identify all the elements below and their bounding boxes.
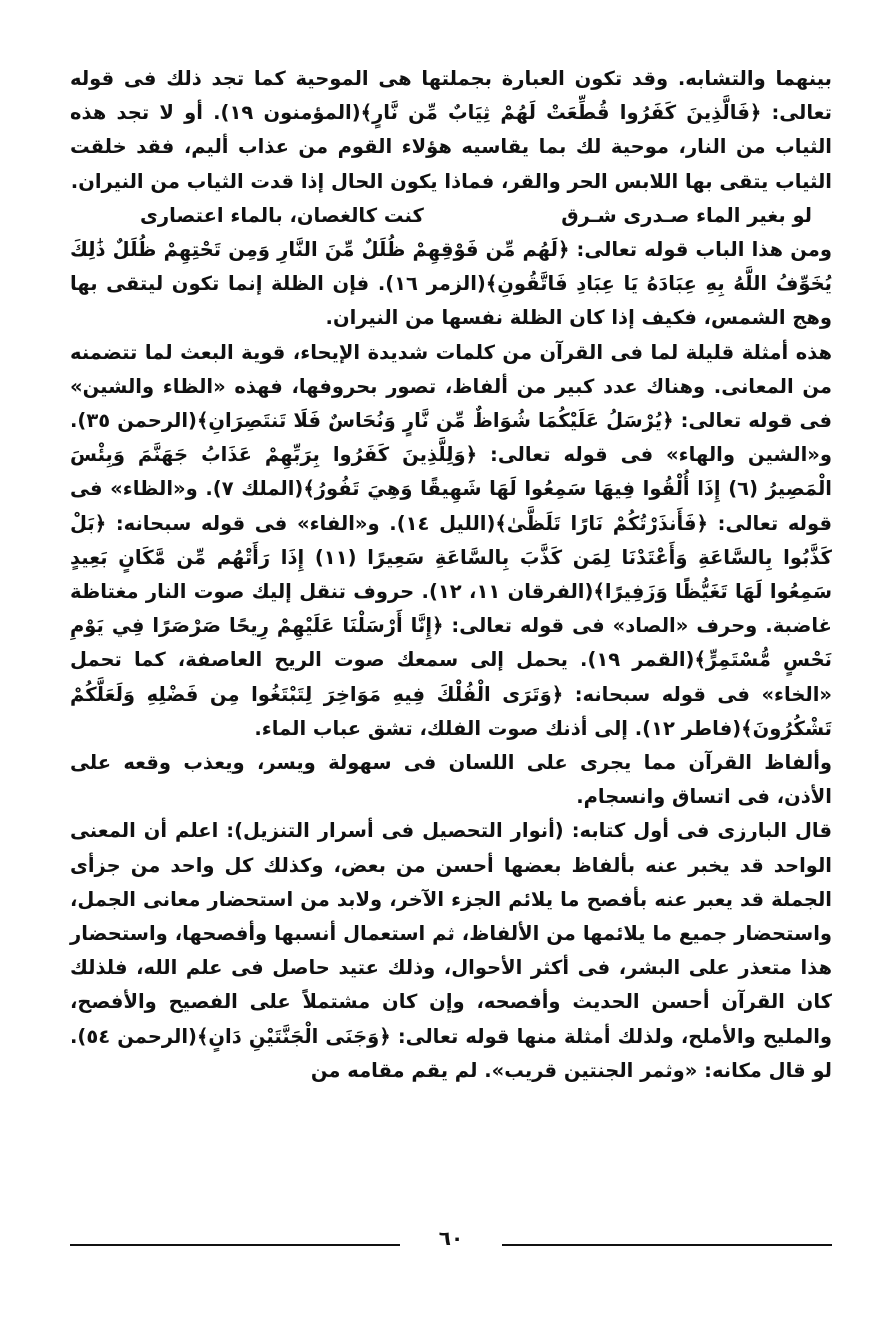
page-body <box>70 62 832 1088</box>
paragraph-4: وألفاظ القرآن مما يجرى على اللسان فى سهولة ويسر، ويعذب وقعه على الأذن، فى اتساق وانسجام. <box>70 751 832 809</box>
paragraph-1: بينهما والتشابه. وقد تكون العبارة بجملتها هى الموحية كما تجد ذلك فى قوله تعالى: ﴿فَالَّذِينَ كَفَرُوا قُطِّعَتْ لَهُمْ ثِيَابٌ مِّن نَّارٍ﴾(المؤمنون ١٩). أو لا تجد هذه الثياب من النار، موحية لك بما يقاسيه هؤلاء القوم من عذاب أليم، فقد خلقت الثياب يتقى بها اللابس الحر والقر، فماذا يكون الحال إذا قدت الثياب من النيران. <box>70 67 832 193</box>
poetry-verse <box>70 199 832 233</box>
verse-hemistich-right: لو بغير الماء صـدرى شـرق <box>561 203 812 227</box>
page-number: ٦٠ <box>438 1226 464 1250</box>
paragraph-5: قال البارزى فى أول كتابه: (أنوار التحصيل فى أسرار التنزيل): اعلم أن المعنى الواحد قد يخبر عنه بألفاظ بعضها أحسن من بعض، وكذلك كل واحد من جزأى الجملة قد يعبر عنه بأفصح ما يلائم الجزء الآخر، ولابد من استحضار معانى الجمل، واستحضار جميع ما يلائمها من الألفاظ، ثم استعمال أنسبها وأفصحها، واستحضار هذا متعذر على البشر، فى أكثر الأحوال، وذلك عتيد حاصل فى علم الله، فلذلك كان القرآن أحسن الحديث وأفصحه، وإن كان مشتملاً على الفصيح والأفصح، والمليح والأملح، ولذلك أمثلة منها قوله تعالى: ﴿وَجَنَى الْجَنَّتَيْنِ دَانٍ﴾(الرحمن ٥٤). لو قال مكانه: «وثمر الجنتين قريب». لم يقم مقامه من <box>70 819 832 1082</box>
verse-hemistich-left: كنت كالغصان، بالماء اعتصارى <box>140 203 424 227</box>
paragraph-3: هذه أمثلة قليلة لما فى القرآن من كلمات شديدة الإيحاء، قوية البعث لما تتضمنه من المعانى. وهناك عدد كبير من ألفاظ، تصور بحروفها، فهذه «الظاء والشين» فى قوله تعالى: ﴿يُرْسَلُ عَلَيْكُمَا شُوَاظٌ مِّن نَّارٍ وَنُحَاسٌ فَلَا تَنتَصِرَانِ﴾(الرحمن ٣٥). و«الشين والهاء» فى قوله تعالى: ﴿وَلِلَّذِينَ كَفَرُوا بِرَبِّهِمْ عَذَابُ جَهَنَّمَ وَبِئْسَ الْمَصِيرُ (٦) إِذَا أُلْقُوا فِيهَا سَمِعُوا لَهَا شَهِيقًا وَهِيَ تَفُورُ﴾(الملك ٧). و«الظاء» فى قوله تعالى: ﴿فَأَنذَرْتُكُمْ نَارًا تَلَظَّىٰ﴾(الليل ١٤). و«الفاء» فى قوله سبحانه: ﴿بَلْ كَذَّبُوا بِالسَّاعَةِ وَأَعْتَدْنَا لِمَن كَذَّبَ بِالسَّاعَةِ سَعِيرًا (١١) إِذَا رَأَتْهُم مِّن مَّكَانٍ بَعِيدٍ سَمِعُوا لَهَا تَغَيُّظًا وَزَفِيرًا﴾(الفرقان ١١، ١٢). حروف تنقل إليك صوت النار مغتاظة غاضبة. وحرف «الصاد» فى قوله تعالى: ﴿إِنَّا أَرْسَلْنَا عَلَيْهِمْ رِيحًا صَرْصَرًا فِي يَوْمِ نَحْسٍ مُّسْتَمِرٍّ﴾(القمر ١٩). يحمل إلى سمعك صوت الريح العاصفة، كما تحمل «الخاء» فى قوله سبحانه: ﴿وَتَرَى الْفُلْكَ فِيهِ مَوَاخِرَ لِتَبْتَغُوا مِن فَضْلِهِ وَلَعَلَّكُمْ تَشْكُرُونَ﴾(فاطر ١٢). إلى أذنك صوت الفلك، تشق عباب الماء. <box>70 340 833 740</box>
footer-rule-right <box>502 1244 832 1246</box>
page-footer <box>70 1222 832 1262</box>
paragraph-2: ومن هذا الباب قوله تعالى: ﴿لَهُم مِّن فَوْقِهِمْ ظُلَلٌ مِّنَ النَّارِ وَمِن تَحْتِهِمْ ظُلَلٌ ذَٰلِكَ يُخَوِّفُ اللَّهُ بِهِ عِبَادَهُ يَا عِبَادِ فَاتَّقُونِ﴾(الزمر ١٦). فإن الظلة إنما تكون ليتقى بها وهج الشمس، فكيف إذا كان الظلة نفسها من النيران. <box>70 238 832 330</box>
